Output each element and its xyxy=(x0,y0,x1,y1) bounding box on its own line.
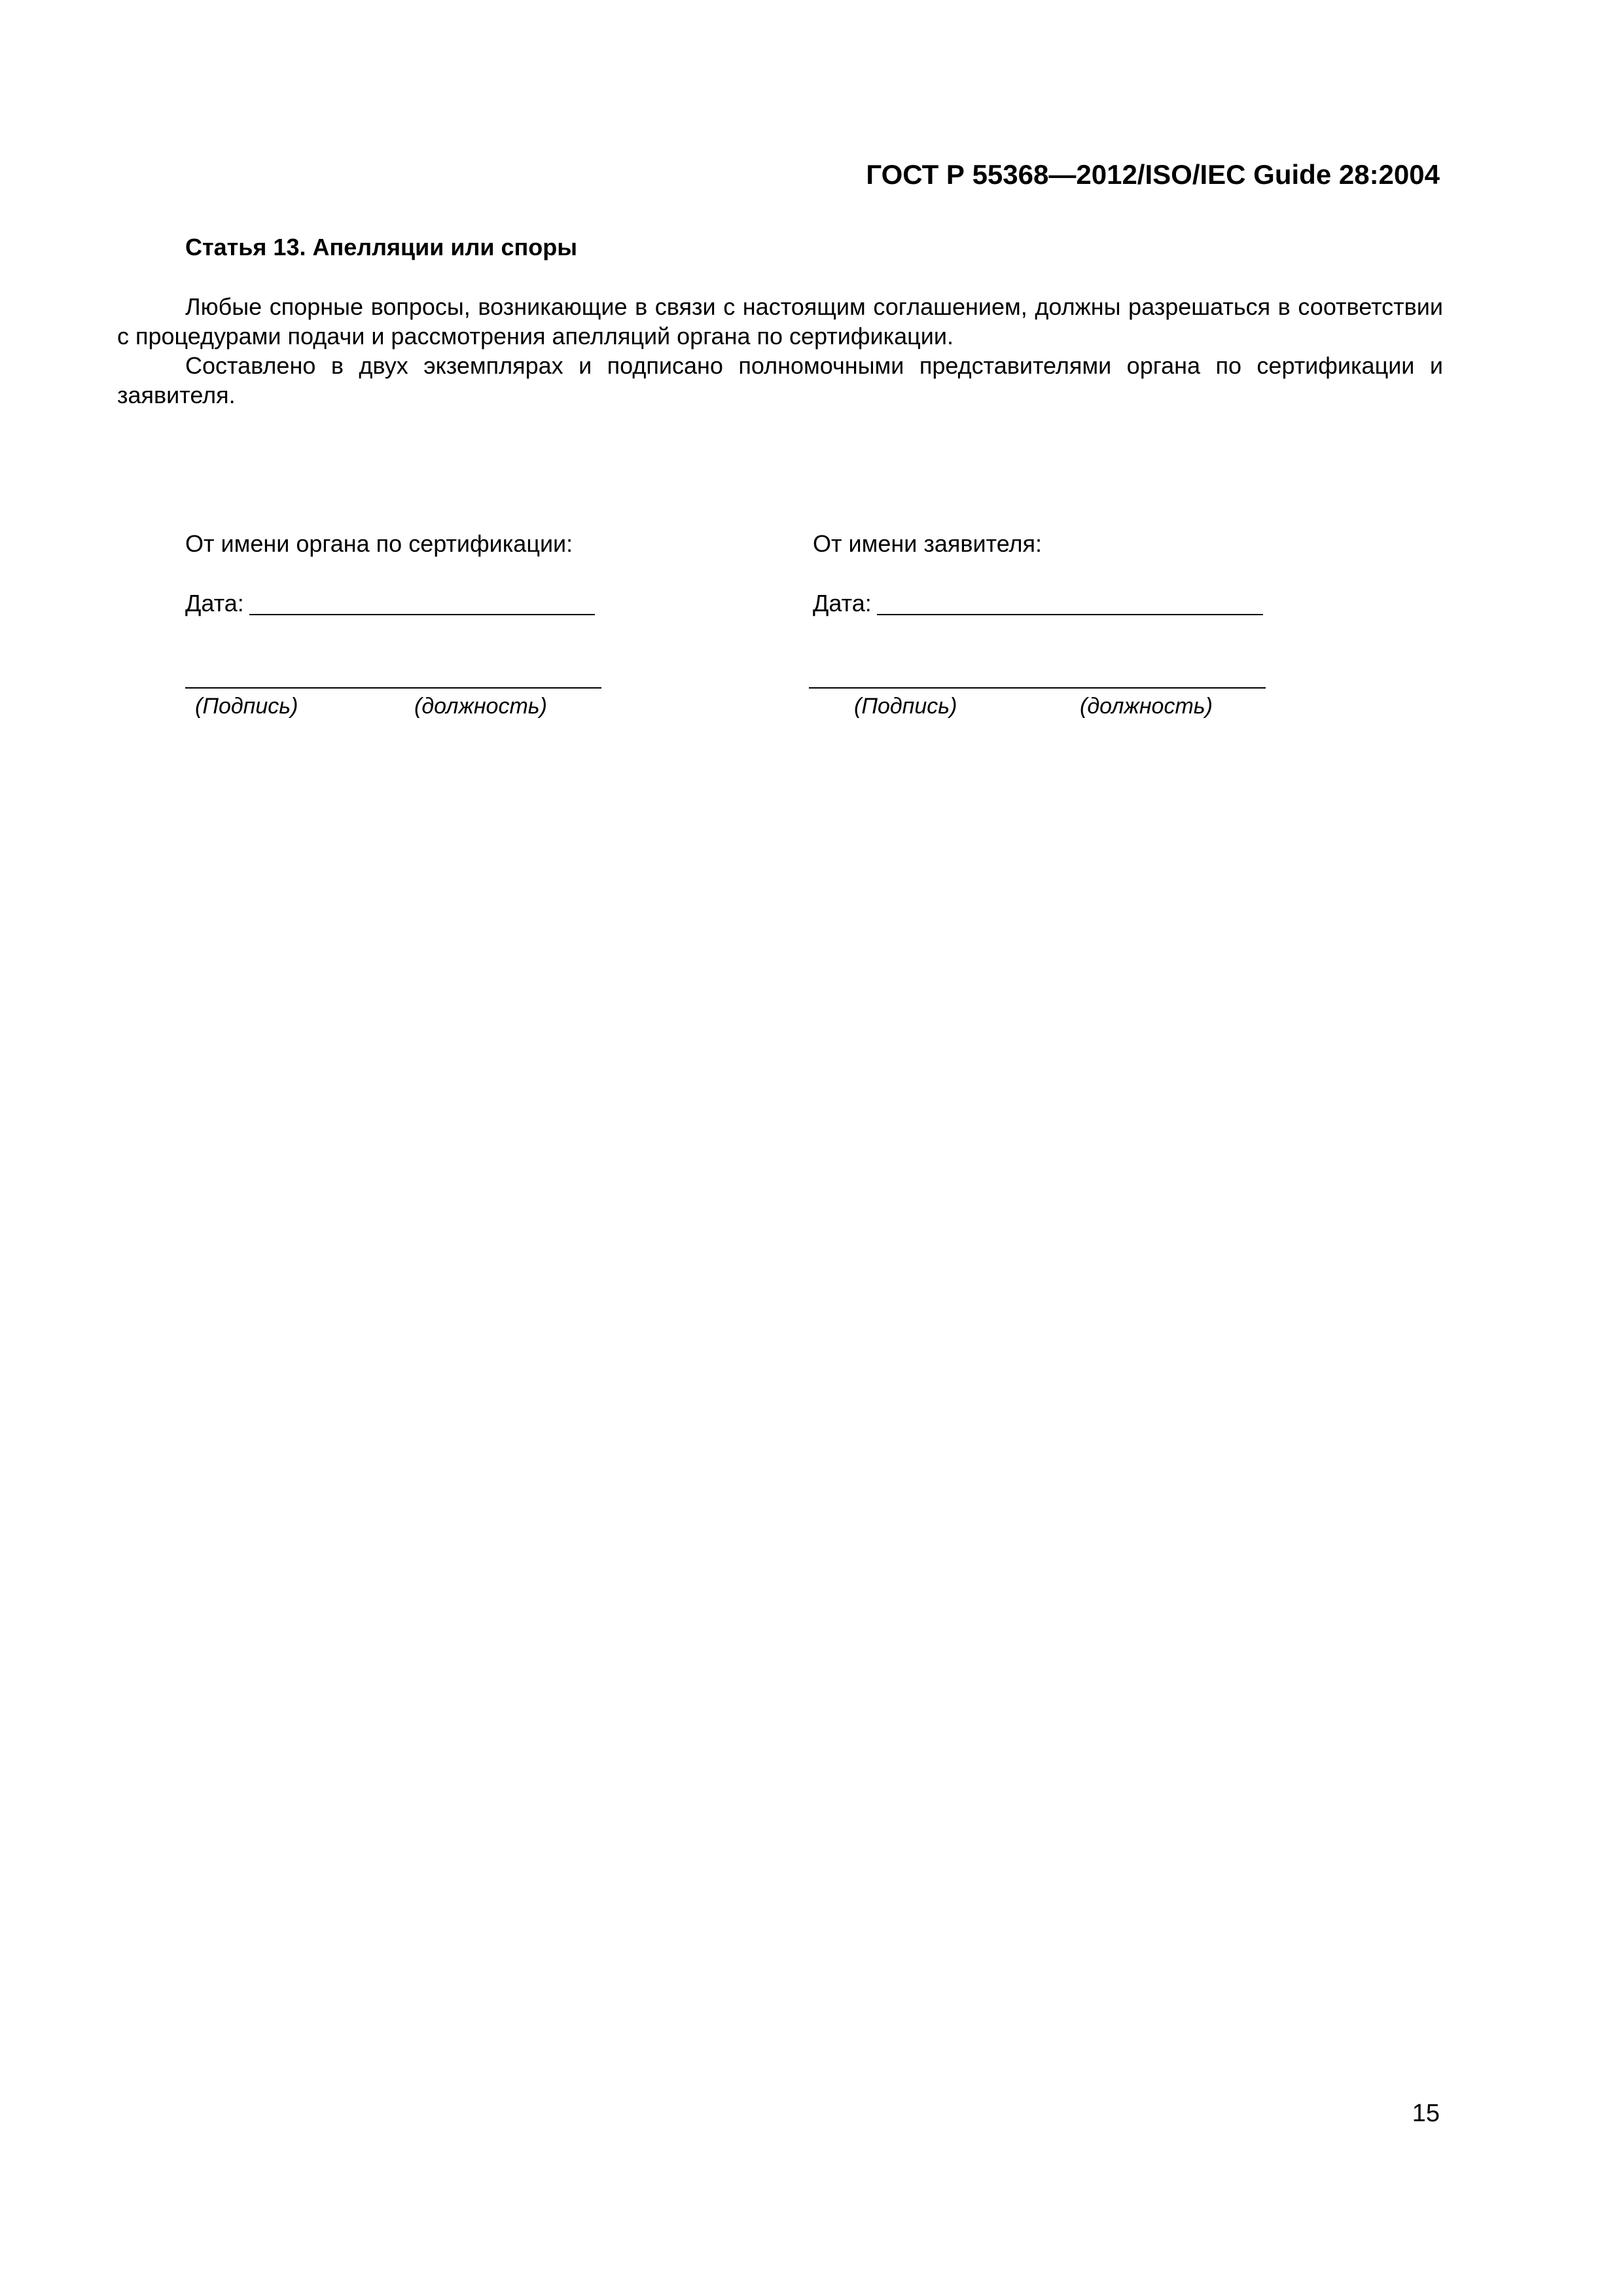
paragraph-disputes: Любые спорные вопросы, возникающие в связи с настоящим соглашением, должны разрешаться в соответствии с процедурами подачи и рассмотрения апелляций органа по сертификации. xyxy=(117,293,1443,350)
signature-block-certification-body xyxy=(185,532,601,721)
page-number: 15 xyxy=(1412,2100,1440,2127)
article-title: Статья 13. Апелляции или споры xyxy=(185,234,577,260)
date-row xyxy=(185,592,601,615)
signature-block-label: От имени заявителя: xyxy=(813,530,1043,557)
signature-block-applicant xyxy=(813,532,1266,721)
date-field-line xyxy=(877,592,1263,615)
signature-caption-row xyxy=(185,695,601,721)
signature-caption-row xyxy=(813,695,1266,721)
date-field-line xyxy=(249,592,595,615)
date-row xyxy=(813,592,1266,615)
signature-field-line xyxy=(185,687,601,689)
signature-block-label: От имени органа по сертификации: xyxy=(185,530,573,557)
position-caption: (должность) xyxy=(1080,694,1213,719)
date-label: Дата: xyxy=(185,590,244,617)
signature-field-line xyxy=(809,687,1266,689)
signature-caption: (Подпись) xyxy=(195,694,298,719)
signature-caption: (Подпись) xyxy=(854,694,957,719)
document-header: ГОСТ Р 55368—2012/ISO/IEC Guide 28:2004 xyxy=(866,159,1440,190)
position-caption: (должность) xyxy=(414,694,547,719)
article-body xyxy=(117,292,1443,410)
paragraph-copies: Составлено в двух экземплярах и подписано полномочными представителями органа по сертификации и заявителя. xyxy=(117,352,1443,408)
date-label: Дата: xyxy=(813,590,872,617)
